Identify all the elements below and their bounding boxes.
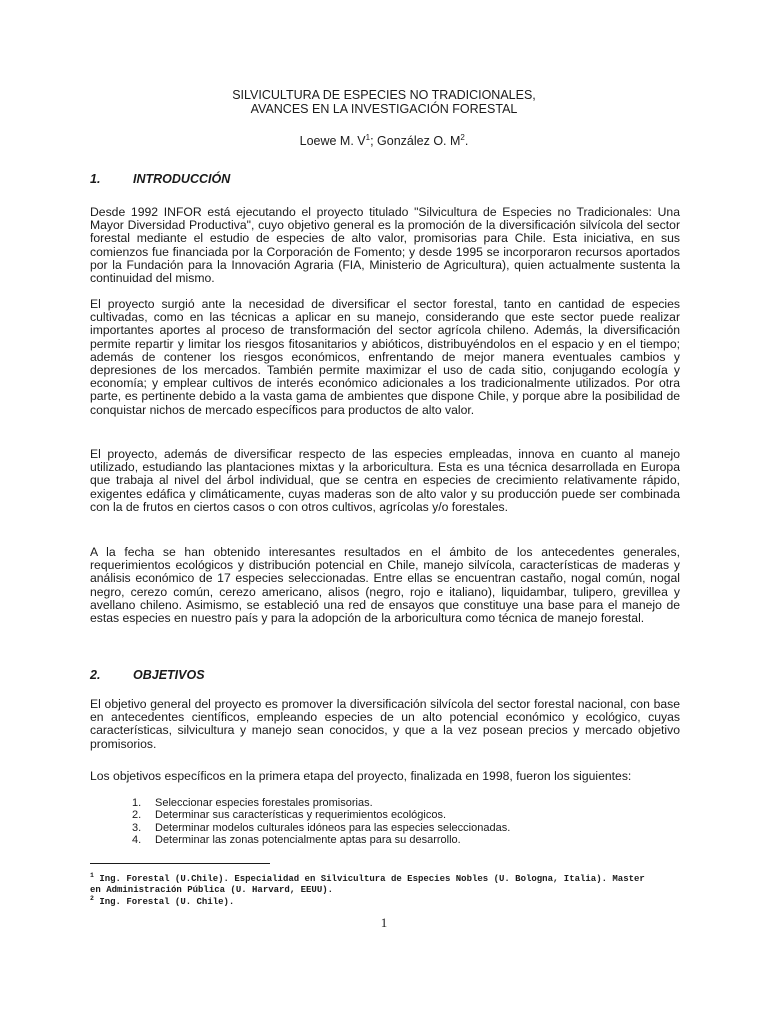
footnote-2 [90, 893, 650, 908]
footnote-text: Ing. Forestal (U.Chile). Especialidad en Silvicultura de Especies Nobles (U. Bologna, Italia). Master en Administración Pública (U. Harvard, EEUU). [90, 874, 645, 895]
paragraph: El objetivo general del proyecto es promover la diversificación silvícola del sector forestal nacional, con base en antecedentes científicos, empleando especies de un alto potencial económico y ecológico, cuyas características, silvicultura y manejo sean conocidos, y que a la vez posean precios y mercado objetivo promisorios. [90, 697, 680, 751]
author-separator: ; [370, 134, 378, 149]
paragraph: Desde 1992 INFOR está ejecutando el proyecto titulado "Silvicultura de Especies no Tradicionales: Una Mayor Diversidad Productiva", cuyo objetivo general es la promoción de la diversificación silvícola del sector forestal mediante el estudio de especies de alto valor, promisorias para Chile. Esta iniciativa, en sus comienzos fue financiada por la Corporación de Fomento; y desde 1995 se incorporaron recursos aportados por la Fundación para la Innovación Agraria (FIA, Ministerio de Agricultura), quien actualmente sustenta la continuidad del mismo. [90, 205, 680, 286]
footnote-ref-1: 1 [365, 133, 371, 142]
footnote-text: Ing. Forestal (U. Chile). [99, 897, 235, 907]
footnote-divider [90, 863, 270, 864]
list-text: Determinar modelos culturales idóneos para las especies seleccionadas. [155, 821, 511, 834]
paragraph: A la fecha se han obtenido interesantes resultados en el ámbito de los antecedentes generales, requerimientos ecológicos y distribución potencial en Chile, manejo silvícola, características de maderas y análisis económico de 17 especies seleccionadas. Entre ellas se encuentran castaño, nogal común, nogal negro, cerezo común, cerezo americano, alisos (negro, rojo e italiano), liquidambar, tulipero, grevillea y avellano chileno. Asimismo, se estableció una red de ensayos que constituye una base para el manejo de estas especies en nuestro país y para la adopción de la arboricultura como técnica de manejo forestal. [90, 545, 680, 626]
authors-line [0, 133, 768, 148]
authors-end: . [464, 134, 469, 149]
paragraph: El proyecto, además de diversificar respecto de las especies empleadas, innova en cuanto al manejo utilizado, estudiando las plantaciones mixtas y la arboricultura. Esta es una técnica desarrollada en Europa que trabaja al nivel del árbol individual, que se centra en especies de crecimiento relativamente rápido, exigentes edáfica y climáticamente, cuyas maderas son de alto valor y su producción puede ser combinada con la de frutos en ciertos casos o con otros cultivos, agrícolas y/o forestales. [90, 447, 680, 514]
list-number: 4. [132, 834, 142, 847]
document-title-line-1: SILVICULTURA DE ESPECIES NO TRADICIONALES, [232, 88, 536, 102]
footnote-ref-2: 2 [460, 133, 465, 142]
list-text: Determinar sus características y requerimientos ecológicos. [155, 809, 447, 822]
list-item [132, 797, 652, 809]
section-title: INTRODUCCIÓN [133, 172, 231, 186]
section-heading-introduccion [90, 172, 230, 186]
section-title: OBJETIVOS [133, 668, 205, 682]
document-title-line-2: AVANCES EN LA INVESTIGACIÓN FORESTAL [250, 102, 518, 116]
list-text: Seleccionar especies forestales promisorias. [155, 797, 373, 809]
page-number: 1 [380, 915, 388, 930]
footnote-mark: 1 [90, 872, 94, 879]
section-number: 1. [90, 172, 101, 186]
paragraph: Los objetivos específicos en la primera etapa del proyecto, finalizada en 1998, fueron los siguientes: [90, 769, 632, 783]
list-number: 3. [132, 821, 142, 834]
section-number: 2. [90, 668, 101, 682]
list-item [132, 809, 652, 821]
objectives-list [132, 797, 652, 847]
list-item [132, 834, 652, 846]
list-text: Determinar las zonas potencialmente aptas para su desarrollo. [155, 834, 461, 847]
paragraph: El proyecto surgió ante la necesidad de diversificar el sector forestal, tanto en cantidad de especies cultivadas, como en las técnicas a aplicar en su manejo, considerando que este sector puede realizar importantes aportes al proceso de transformación del sector agrícola chileno. Además, la diversificación permite repartir y limitar los riesgos fitosanitarios y abióticos, distribuyéndolos en el espacio y en el tiempo; además de contener los riesgos económicos, enfrentando de mejor manera eventuales cambios y depresiones de los mercados. También permite maximizar el uso de cada sitio, conjugando ecología y economía; y emplear cultivos de interés económico adicionales a los tradicionalmente utilizados. Por otra parte, es pertinente debido a la vasta gama de ambientes que dispone Chile, y porque abre la posibilidad de conquistar nichos de mercado específicos para productos de alto valor. [90, 297, 680, 417]
list-number: 1. [132, 797, 142, 809]
list-number: 2. [132, 809, 142, 822]
footnote-mark: 2 [90, 895, 94, 902]
list-item [132, 822, 652, 834]
author-1: Loewe M. V [299, 134, 366, 149]
author-2: González O. M [377, 134, 461, 149]
section-heading-objetivos [90, 668, 205, 682]
